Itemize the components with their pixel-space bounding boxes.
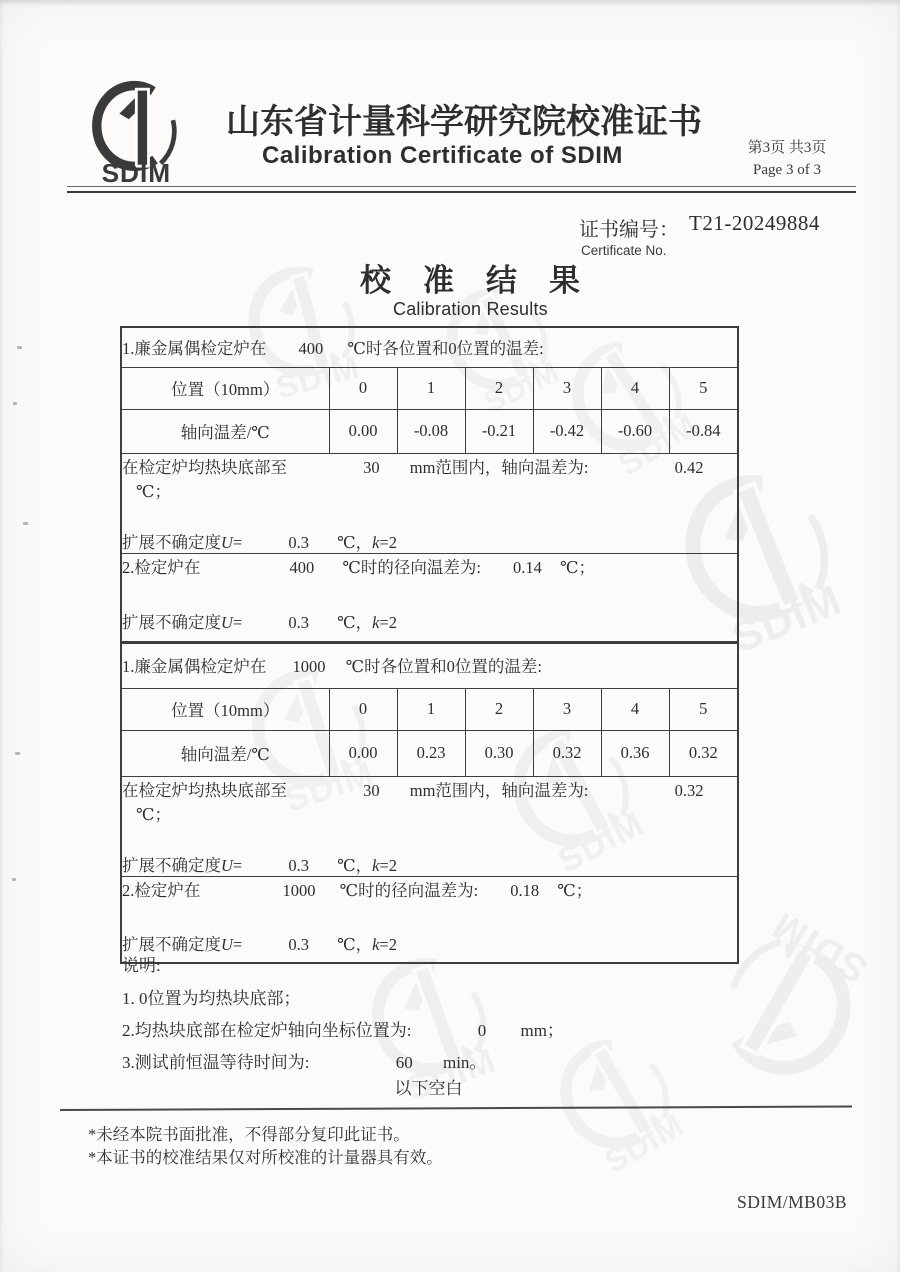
position-header: 位置（10mm） bbox=[121, 688, 329, 730]
footer-disclaimer-1: *未经本院书面批准，不得部分复印此证书。 bbox=[88, 1125, 410, 1144]
position-cell: 4 bbox=[601, 367, 669, 409]
table-row bbox=[121, 776, 738, 876]
radial-diff-result: 0.14 bbox=[513, 557, 542, 577]
note-2-text: 2.均热块底部在检定炉轴向坐标位置为: bbox=[122, 1021, 412, 1040]
item2-unit: ℃； bbox=[557, 880, 593, 900]
item1-temp: 1000 bbox=[292, 657, 326, 677]
uncertainty-label: 扩展不确定度 bbox=[122, 934, 221, 954]
item2-mid: ℃时的径向温差为: bbox=[339, 880, 479, 900]
uncertainty-statement bbox=[122, 529, 737, 553]
position-cell: 0 bbox=[329, 688, 397, 730]
range-unit: ℃； bbox=[136, 804, 171, 824]
axial-diff-cell: -0.60 bbox=[601, 409, 669, 453]
axial-diff-cell: 0.30 bbox=[465, 730, 533, 776]
k-value: =2 bbox=[379, 532, 397, 552]
note-1: 1. 0位置为均热块底部； bbox=[122, 989, 301, 1008]
k-symbol: k bbox=[372, 934, 380, 954]
axial-diff-cell: 0.23 bbox=[397, 730, 465, 776]
position-cell: 2 bbox=[465, 688, 533, 730]
axial-diff-header: 轴向温差/℃ bbox=[121, 730, 329, 776]
uncertainty-label: 扩展不确定度 bbox=[122, 612, 221, 632]
u-symbol: U bbox=[221, 532, 233, 552]
item1-prefix: 1.廉金属偶检定炉在 bbox=[122, 657, 267, 677]
header-rule bbox=[67, 186, 856, 193]
position-cell: 0 bbox=[329, 367, 397, 409]
uncertainty-value: 0.3 bbox=[288, 532, 309, 552]
uncertainty-unit: ℃， bbox=[337, 612, 373, 632]
item1-prefix: 1.廉金属偶检定炉在 bbox=[122, 339, 267, 359]
position-cell: 2 bbox=[465, 367, 533, 409]
note-3-value: 60 bbox=[395, 1053, 413, 1072]
scan-speck bbox=[17, 346, 22, 349]
page-indicator bbox=[712, 137, 862, 181]
note-3-text: 3.测试前恒温等待时间为: bbox=[122, 1053, 310, 1072]
form-code: SDIM/MB03B bbox=[737, 1192, 848, 1212]
position-cell: 1 bbox=[397, 688, 465, 730]
range-mid: mm范围内，轴向温差为: bbox=[409, 457, 589, 477]
item1-temp: 400 bbox=[298, 339, 324, 359]
page-indicator-zh: 第3页 共3页 bbox=[747, 140, 827, 156]
uncertainty-statement bbox=[122, 609, 737, 633]
range-depth-value: 30 bbox=[363, 457, 380, 477]
position-cell: 1 bbox=[397, 367, 465, 409]
k-value: =2 bbox=[379, 612, 397, 632]
axial-diff-result: 0.42 bbox=[674, 457, 704, 477]
table-row bbox=[121, 409, 738, 453]
radial-diff-result: 0.18 bbox=[510, 880, 540, 900]
results-title-zh: 校准结果 bbox=[360, 263, 612, 298]
table-row bbox=[121, 367, 738, 409]
position-cell: 5 bbox=[669, 688, 738, 730]
axial-diff-header: 轴向温差/℃ bbox=[121, 409, 329, 453]
uncertainty-value: 0.3 bbox=[288, 934, 309, 954]
scan-speck bbox=[13, 402, 17, 405]
footer-disclaimer-2: *本证书的校准结果仅对所校准的计量器具有效。 bbox=[88, 1148, 443, 1167]
certificate-no-value: T21-20249884 bbox=[689, 211, 820, 235]
scan-speck bbox=[23, 522, 28, 525]
range-depth-value: 30 bbox=[363, 780, 380, 800]
position-cell: 3 bbox=[533, 367, 601, 409]
table-row bbox=[121, 327, 738, 367]
uncertainty-statement bbox=[122, 931, 737, 955]
institute-title-zh: 山东省计量科学研究院校准证书 bbox=[226, 104, 702, 141]
k-symbol: k bbox=[372, 532, 380, 552]
results-title-en: Calibration Results bbox=[393, 299, 548, 319]
range-unit: ℃； bbox=[136, 481, 171, 501]
k-symbol: k bbox=[372, 612, 380, 632]
axial-diff-cell: 0.00 bbox=[329, 409, 397, 453]
uncertainty-unit: ℃， bbox=[337, 855, 373, 875]
axial-range-statement bbox=[122, 777, 737, 825]
item1-suffix: ℃时各位置和0位置的温差: bbox=[345, 657, 542, 677]
note-2-value: 0 bbox=[477, 1021, 487, 1040]
position-cell: 3 bbox=[533, 688, 601, 730]
uncertainty-value: 0.3 bbox=[288, 855, 309, 875]
equals: = bbox=[232, 934, 243, 954]
table-row bbox=[121, 688, 738, 730]
position-cell: 5 bbox=[669, 367, 738, 409]
uncertainty-statement bbox=[122, 852, 737, 876]
table-row bbox=[121, 730, 738, 776]
item1-suffix: ℃时各位置和0位置的温差: bbox=[347, 339, 544, 359]
sdim-logo bbox=[80, 76, 202, 185]
scan-speck bbox=[15, 752, 20, 755]
equals: = bbox=[232, 612, 243, 632]
axial-diff-result: 0.32 bbox=[674, 780, 704, 800]
table-row bbox=[121, 553, 738, 643]
page-indicator-en: Page 3 of 3 bbox=[753, 162, 821, 178]
equals: = bbox=[232, 532, 243, 552]
footer-rule bbox=[60, 1106, 852, 1112]
axial-diff-cell: 0.36 bbox=[601, 730, 669, 776]
u-symbol: U bbox=[221, 934, 233, 954]
item2-temp: 1000 bbox=[282, 880, 316, 900]
table-row bbox=[121, 876, 738, 963]
uncertainty-label: 扩展不确定度 bbox=[122, 855, 221, 875]
axial-range-statement bbox=[122, 454, 737, 502]
uncertainty-value: 0.3 bbox=[288, 612, 309, 632]
note-2-unit: mm； bbox=[520, 1021, 564, 1040]
table-row bbox=[121, 453, 738, 553]
results-table-1000c bbox=[120, 641, 739, 964]
item2-mid: ℃时的径向温差为: bbox=[342, 557, 481, 577]
axial-diff-cell: 0.00 bbox=[329, 730, 397, 776]
institute-title-en: Calibration Certificate of SDIM bbox=[262, 142, 623, 169]
uncertainty-label: 扩展不确定度 bbox=[122, 532, 221, 552]
results-table-400c bbox=[120, 326, 739, 644]
radial-diff-statement bbox=[122, 554, 737, 578]
range-mid: mm范围内，轴向温差为: bbox=[409, 780, 589, 800]
note-3 bbox=[122, 1048, 486, 1073]
notes-title: 说明: bbox=[122, 956, 161, 975]
axial-diff-cell: -0.21 bbox=[465, 409, 533, 453]
item2-prefix: 2.检定炉在 bbox=[122, 880, 201, 900]
axial-diff-cell: 0.32 bbox=[533, 730, 601, 776]
uncertainty-unit: ℃， bbox=[337, 934, 373, 954]
item2-unit: ℃； bbox=[560, 557, 596, 577]
note-2 bbox=[122, 1016, 564, 1041]
radial-diff-statement bbox=[122, 877, 737, 901]
position-header: 位置（10mm） bbox=[121, 367, 329, 409]
blank-below-label: 以下空白 bbox=[394, 1079, 463, 1098]
position-cell: 4 bbox=[601, 688, 669, 730]
table-row bbox=[121, 642, 738, 688]
k-symbol: k bbox=[372, 855, 380, 875]
range-prefix: 在检定炉均热块底部至 bbox=[122, 780, 287, 800]
k-value: =2 bbox=[379, 934, 397, 954]
note-3-unit: min。 bbox=[442, 1053, 487, 1072]
u-symbol: U bbox=[221, 612, 233, 632]
range-prefix: 在检定炉均热块底部至 bbox=[122, 457, 287, 477]
item2-prefix: 2.检定炉在 bbox=[122, 557, 201, 577]
axial-diff-cell: -0.08 bbox=[397, 409, 465, 453]
u-symbol: U bbox=[221, 855, 233, 875]
item2-temp: 400 bbox=[289, 557, 315, 577]
k-value: =2 bbox=[379, 855, 397, 875]
axial-diff-cell: -0.84 bbox=[669, 409, 738, 453]
certificate-no-label-en: Certificate No. bbox=[581, 243, 667, 258]
equals: = bbox=[232, 855, 243, 875]
scan-speck bbox=[12, 878, 16, 881]
axial-diff-cell: -0.42 bbox=[533, 409, 601, 453]
certificate-no-label-zh: 证书编号： bbox=[579, 219, 679, 241]
uncertainty-unit: ℃， bbox=[337, 532, 373, 552]
axial-diff-cell: 0.32 bbox=[669, 730, 738, 776]
